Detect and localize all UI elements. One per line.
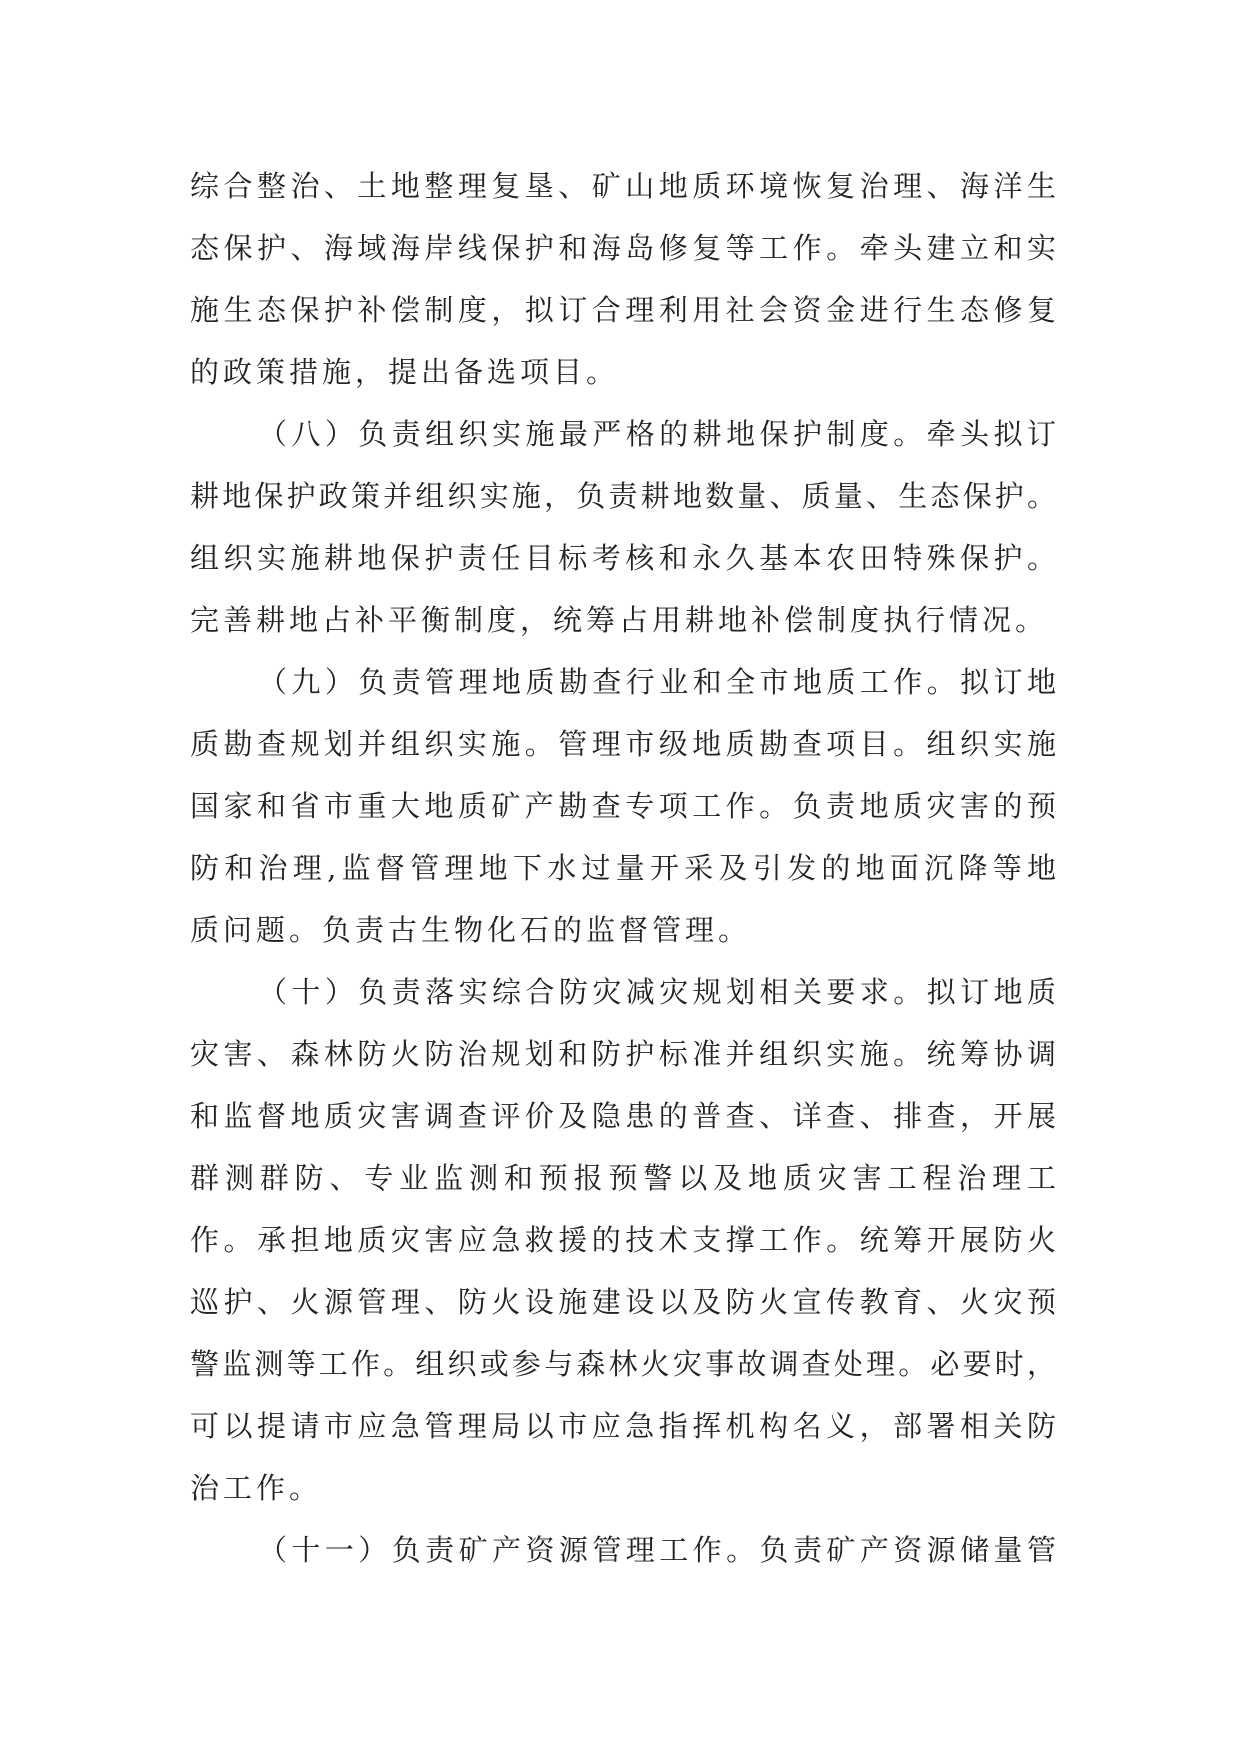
text-line: 质勘查规划并组织实施。管理市级地质勘查项目。组织实施 <box>190 727 1056 761</box>
text-line: 耕地保护政策并组织实施，负责耕地数量、质量、生态保护。 <box>190 479 1056 513</box>
text-line: 态保护、海域海岸线保护和海岛修复等工作。牵头建立和实 <box>190 231 1056 265</box>
paragraph <box>190 403 1056 651</box>
paragraph <box>190 155 1056 403</box>
text-line: 组织实施耕地保护责任目标考核和永久基本农田特殊保护。 <box>190 541 1056 575</box>
text-line: 综合整治、土地整理复垦、矿山地质环境恢复治理、海洋生 <box>190 169 1056 203</box>
text-line: 巡护、火源管理、防火设施建设以及防火宣传教育、火灾预 <box>190 1285 1056 1319</box>
text-line: 完善耕地占补平衡制度，统筹占用耕地补偿制度执行情况。 <box>190 603 1049 637</box>
text-line: 可以提请市应急管理局以市应急指挥机构名义，部署相关防 <box>190 1409 1056 1443</box>
text-line: （九）负责管理地质勘查行业和全市地质工作。拟订地 <box>258 665 1056 699</box>
text-line: 国家和省市重大地质矿产勘查专项工作。负责地质灾害的预 <box>190 789 1056 823</box>
paragraph <box>190 961 1056 1519</box>
text-line: 施生态保护补偿制度，拟订合理利用社会资金进行生态修复 <box>190 293 1056 327</box>
text-line: （十一）负责矿产资源管理工作。负责矿产资源储量管 <box>258 1533 1056 1567</box>
paragraph <box>190 1519 1056 1581</box>
text-line: 治工作。 <box>190 1471 323 1505</box>
text-line: 警监测等工作。组织或参与森林火灾事故调查处理。必要时， <box>190 1347 1056 1381</box>
text-line: （八）负责组织实施最严格的耕地保护制度。牵头拟订 <box>258 417 1056 451</box>
text-line: 和监督地质灾害调查评价及隐患的普查、详查、排查，开展 <box>190 1099 1056 1133</box>
paragraph <box>190 651 1056 961</box>
text-line: 防和治理,监督管理地下水过量开采及引发的地面沉降等地 <box>190 851 1056 885</box>
text-line: 的政策措施，提出备选项目。 <box>190 355 620 389</box>
text-line: 质问题。负责古生物化石的监督管理。 <box>190 913 752 947</box>
document-body <box>190 155 1056 1581</box>
text-line: 作。承担地质灾害应急救援的技术支撑工作。统筹开展防火 <box>190 1223 1056 1257</box>
text-line: 灾害、森林防火防治规划和防护标准并组织实施。统筹协调 <box>190 1037 1056 1071</box>
text-line: 群测群防、专业监测和预报预警以及地质灾害工程治理工 <box>190 1161 1056 1195</box>
text-line: （十）负责落实综合防灾减灾规划相关要求。拟订地质 <box>258 975 1056 1009</box>
